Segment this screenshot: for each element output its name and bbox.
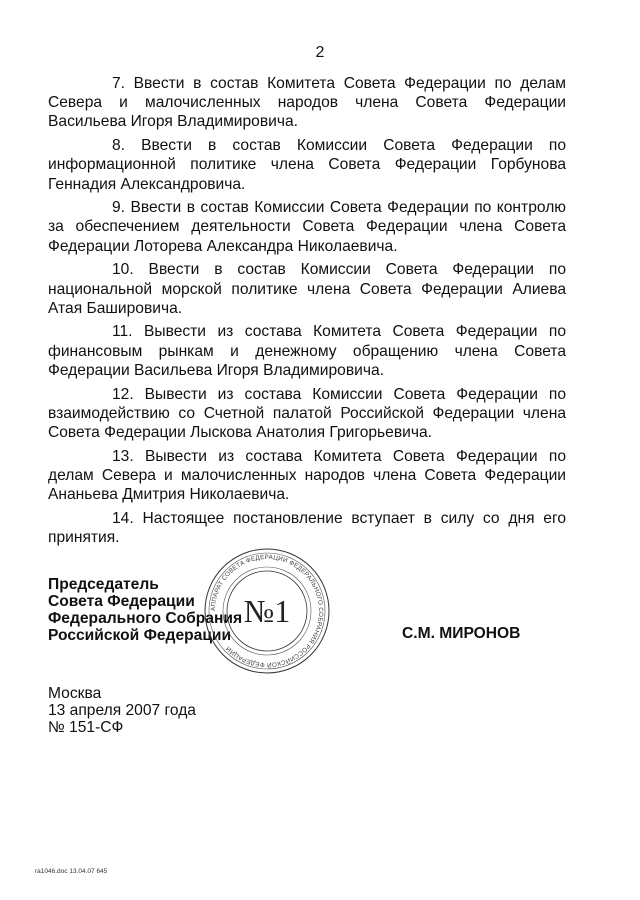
seal-ring-text: АППАРАТ СОВЕТА ФЕДЕРАЦИИ ФЕДЕРАЛЬНОГО СОБРАНИЯ РОССИЙСКОЙ ФЕДЕРАЦИИ [209,553,325,669]
document-footer [48,685,196,736]
document-number: № 151-СФ [48,719,124,736]
signer-name: С.М. МИРОНОВ [402,625,521,642]
city: Москва [48,685,102,702]
paragraph-8: 8. Ввести в состав Комиссии Совета Федерации по информационной политике члена Совета Федерации Горбунова Геннадия Александровича. [48,137,566,193]
signatory-title-line: Российской Федерации [48,627,232,644]
official-seal [202,546,332,676]
signatory-title-line: Председатель [48,576,159,593]
date: 13 апреля 2007 года [48,702,196,719]
paragraph-9: 9. Ввести в состав Комиссии Совета Федерации по контролю за обеспечением деятельности Совета Федерации члена Совета Федерации Лоторева Александра Николаевича. [48,199,566,255]
page-number: 2 [315,44,325,61]
paragraph-13: 13. Вывести из состава Комитета Совета Федерации по делам Севера и малочисленных народов члена Совета Федерации Ананьева Дмитрия Николаевича. [48,447,566,504]
paragraph-11: 11. Вывести из состава Комитета Совета Федерации по финансовым рынкам и денежному обращению члена Совета Федерации Васильева Игоря Владимировича. [48,323,566,379]
signatory-title-line: Федерального Собрания [48,610,243,627]
paragraph-7: 7. Ввести в состав Комитета Совета Федерации по делам Севера и малочисленных народов члена Совета Федерации Васильева Игоря Владимировича. [48,75,566,131]
paragraph-14: 14. Настоящее постановление вступает в силу со дня его принятия. [48,509,566,546]
file-reference: ra1046.doc 13.04.07 645 [35,868,108,875]
seal-number: №1 [243,593,291,629]
document-body [48,74,566,552]
signatory-title-line: Совета Федерации [48,593,195,610]
paragraph-10: 10. Ввести в состав Комиссии Совета Федерации по национальной морской политике члена Совета Федерации Алиева Атая Башировича. [48,261,566,317]
paragraph-12: 12. Вывести из состава Комиссии Совета Федерации по взаимодействию со Счетной палатой Российской Федерации члена Совета Федерации Лыскова Анатолия Григорьевича. [48,385,566,441]
